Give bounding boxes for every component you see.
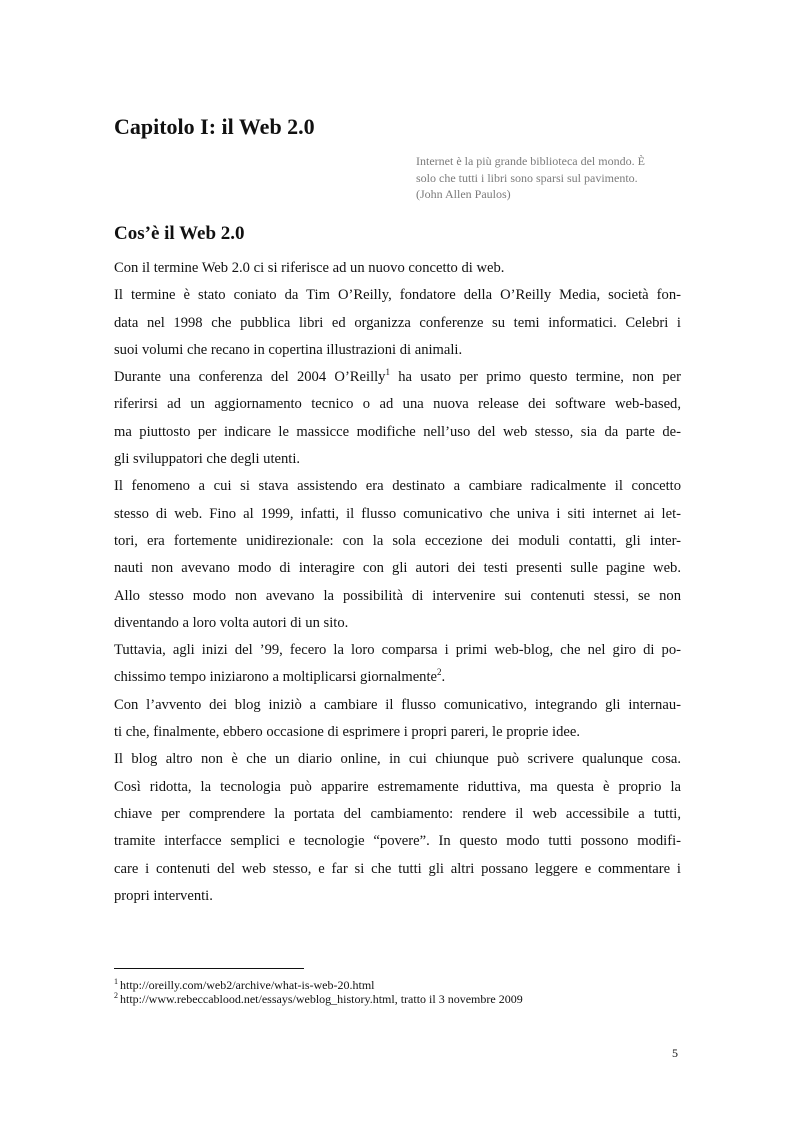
body-line: Con l’avvento dei blog iniziò a cambiare il flusso comunicativo, integrando gli internau-: [114, 696, 681, 713]
footnote-divider: [114, 968, 304, 969]
body-line: suoi volumi che recano in copertina illustrazioni di animali.: [114, 341, 463, 358]
footnotes: [114, 978, 681, 1006]
footnote-ref-2[interactable]: 2: [437, 667, 442, 678]
footnote-ref-1[interactable]: 1: [385, 367, 390, 378]
body-line: chiave per comprendere la portata del cambiamento: rendere il web accessibile a tutti,: [114, 805, 681, 822]
body-line: Allo stesso modo non avevano la possibilità di intervenire sui contenuti stessi, se non: [114, 587, 681, 604]
epigraph-line: solo che tutti i libri sono sparsi sul pavimento.: [416, 170, 638, 185]
body-line: riferirsi ad un aggiornamento tecnico o ad una nuova release dei software web-based,: [114, 396, 681, 413]
body-line: gli sviluppatori che degli utenti.: [114, 451, 301, 468]
body-line: Così ridotta, la tecnologia può apparire estremamente riduttiva, ma questa è proprio la: [114, 778, 681, 795]
body-line: stesso di web. Fino al 1999, infatti, il flusso comunicativo che univa i siti internet ai let-: [114, 505, 681, 522]
body-line: Il fenomeno a cui si stava assistendo era destinato a cambiare radicalmente il concetto: [114, 478, 681, 495]
body-line-part: Durante una conferenza del 2004 O’Reilly: [114, 369, 386, 386]
epigraph-attribution: (John Allen Paulos): [416, 187, 511, 201]
body-line: care i contenuti del web stesso, e far si che tutti gli altri possano leggere e commentare i: [114, 860, 681, 877]
page-number: 5: [672, 1046, 678, 1060]
body-line: nauti non avevano modo di interagire con gli autori dei testi presenti sulle pagine web.: [114, 560, 681, 577]
chapter-title: Capitolo I: il Web 2.0: [114, 114, 315, 139]
body-line-part: .: [441, 669, 446, 686]
body-line: Tuttavia, agli inizi del ’99, fecero la loro comparsa i primi web-blog, che nel giro di po-: [114, 642, 681, 659]
body-line-with-footnote-2: [114, 664, 681, 691]
body-line-part: chissimo tempo iniziarono a moltiplicarsi giornalmente: [114, 669, 438, 686]
footnote-1: [114, 978, 681, 992]
body-text: [114, 255, 681, 910]
footnote-mark: 1: [114, 977, 118, 986]
body-line: tramite interfacce semplici e tecnologie “povere”. In questo modo tutti possono modifi-: [114, 833, 681, 850]
body-line: data nel 1998 che pubblica libri ed organizza conferenze su temi informatici. Celebri i: [114, 314, 681, 331]
body-line: Con il termine Web 2.0 ci si riferisce ad un nuovo concetto di web.: [114, 260, 505, 276]
body-line: diventando a loro volta autori di un sito.: [114, 614, 349, 631]
body-line-part: ha usato per primo questo termine, non per: [389, 369, 682, 386]
body-line: propri interventi.: [114, 887, 213, 904]
epigraph-quote: [416, 153, 716, 203]
section-title: Cos’è il Web 2.0: [114, 223, 245, 244]
body-line-with-footnote-1: [114, 364, 681, 391]
footnote-2: [114, 992, 681, 1006]
epigraph-line: Internet è la più grande biblioteca del mondo. È: [416, 154, 645, 168]
body-line: Il termine è stato coniato da Tim O’Reilly, fondatore della O’Reilly Media, società fon-: [114, 287, 681, 304]
body-line: ti che, finalmente, ebbero occasione di esprimere i propri pareri, le proprie idee.: [114, 724, 580, 741]
footnote-link[interactable]: http://www.rebeccablood.net/essays/weblog_history.html, tratto il 3 novembre 2009: [120, 992, 523, 1006]
footnote-link[interactable]: http://oreilly.com/web2/archive/what-is-web-20.html: [120, 978, 375, 992]
body-line: tori, era fortemente unidirezionale: con la sola eccezione dei moduli contatti, gli inter-: [114, 532, 681, 549]
body-line: Il blog altro non è che un diario online, in cui chiunque può scrivere qualunque cosa.: [114, 751, 681, 768]
body-line: ma piuttosto per indicare le massicce modifiche nell’uso del web stesso, sia da parte de-: [114, 423, 681, 440]
footnote-mark: 2: [114, 991, 118, 1000]
